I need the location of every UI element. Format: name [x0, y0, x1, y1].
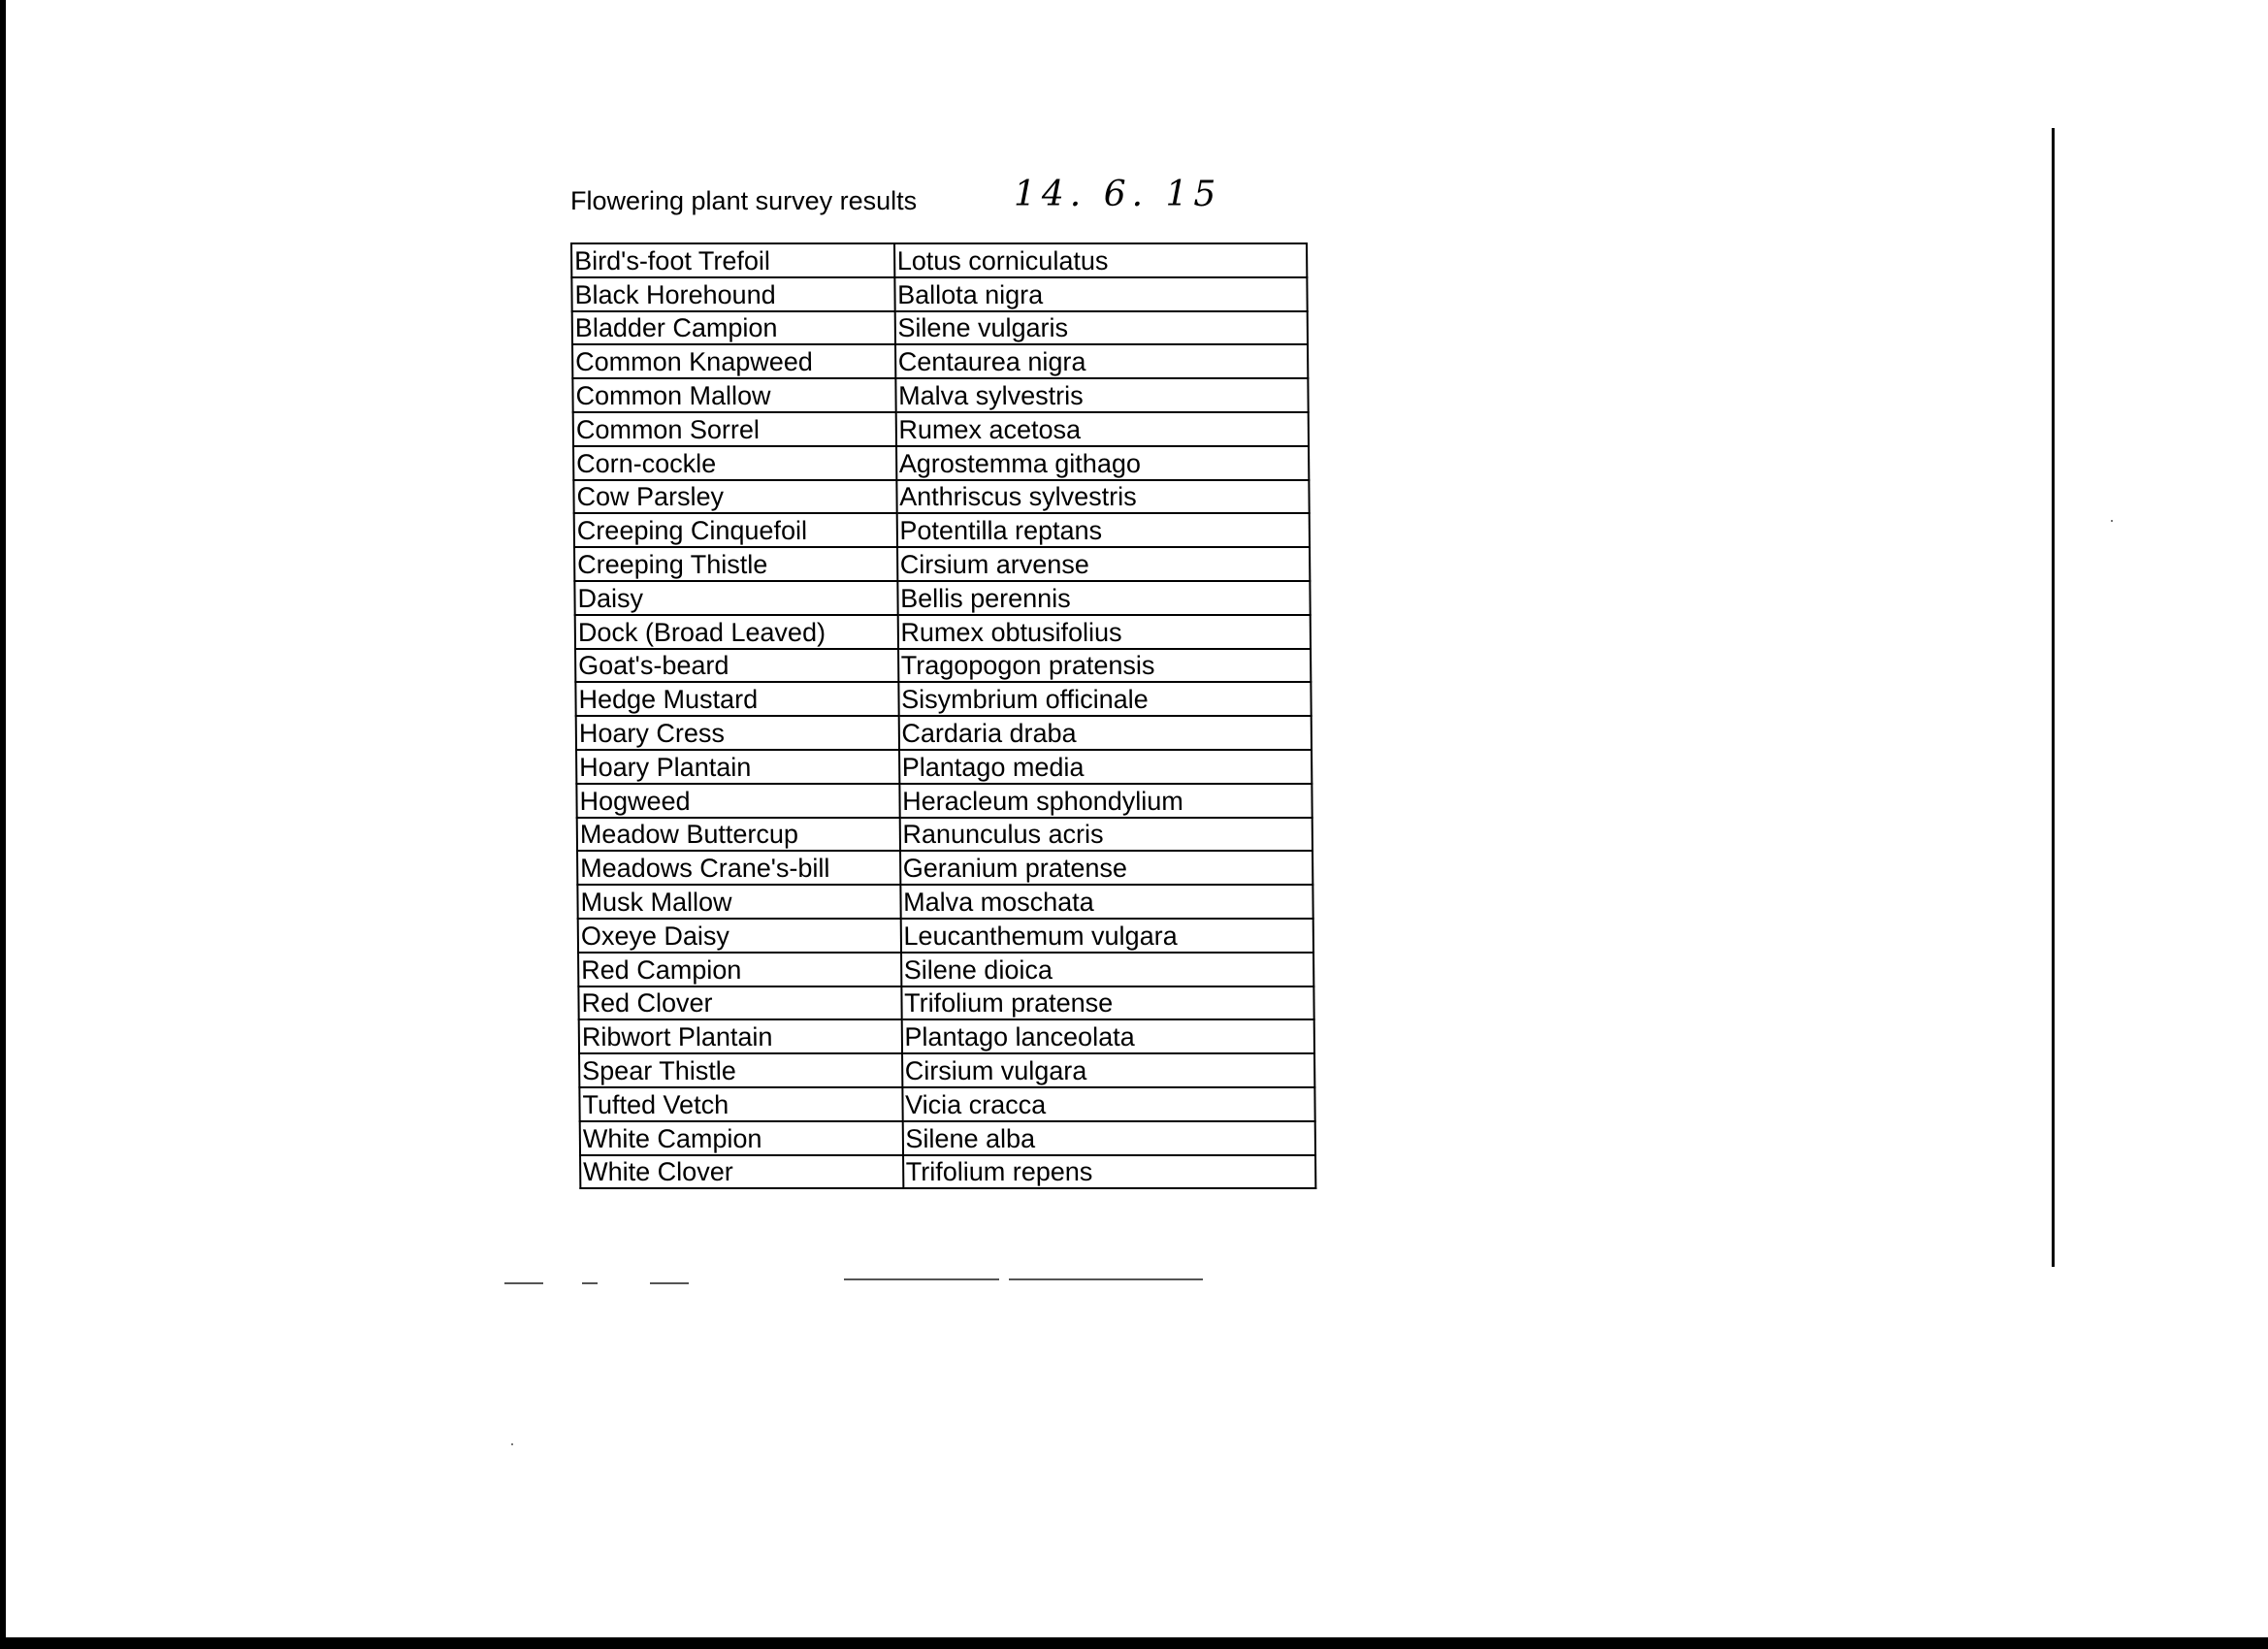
common-name-cell: Black Horehound [571, 277, 894, 311]
document-title: Flowering plant survey results [570, 186, 918, 215]
common-name-cell: Goat's-beard [575, 649, 898, 683]
latin-name-cell: Agrostemma githago [896, 446, 1310, 480]
latin-name-cell: Anthriscus sylvestris [896, 480, 1310, 514]
scan-border-bottom [0, 1637, 2268, 1649]
table-row [573, 412, 1309, 446]
latin-name-cell: Centaurea nigra [895, 344, 1309, 378]
latin-name-cell: Cardaria draba [898, 716, 1312, 750]
table-row [577, 885, 1312, 919]
table-row [572, 311, 1308, 345]
common-name-cell: Hedge Mustard [575, 682, 898, 716]
common-name-cell: Common Sorrel [573, 412, 896, 446]
table-row [577, 851, 1312, 885]
common-name-cell: Meadow Buttercup [577, 818, 900, 852]
common-name-cell: Daisy [574, 581, 897, 615]
common-name-cell: Ribwort Plantain [579, 1019, 902, 1053]
common-name-cell: White Campion [580, 1121, 903, 1155]
common-name-cell: Musk Mallow [577, 885, 900, 919]
latin-name-cell: Cirsium vulgara [902, 1053, 1315, 1087]
common-name-cell: Tufted Vetch [579, 1087, 902, 1121]
table-row [573, 480, 1309, 514]
common-name-cell: Spear Thistle [579, 1053, 902, 1087]
latin-name-cell: Silene dioica [901, 953, 1314, 986]
common-name-cell: Dock (Broad Leaved) [575, 615, 898, 649]
latin-name-cell: Geranium pratense [900, 851, 1313, 885]
table-row [572, 378, 1308, 412]
table-row [573, 446, 1309, 480]
table-row [576, 784, 1312, 818]
plant-table-body [571, 243, 1315, 1188]
table-row [575, 615, 1311, 649]
common-name-cell: Creeping Cinquefoil [574, 513, 897, 547]
latin-name-cell: Malva moschata [900, 885, 1313, 919]
scan-speck [511, 1443, 513, 1445]
common-name-cell: Creeping Thistle [574, 547, 897, 581]
common-name-cell: Common Mallow [572, 378, 895, 412]
table-row [580, 1155, 1315, 1189]
table-row [574, 513, 1310, 547]
table-row [579, 1019, 1314, 1053]
latin-name-cell: Vicia cracca [902, 1087, 1315, 1121]
common-name-cell: Bladder Campion [572, 311, 895, 345]
latin-name-cell: Ballota nigra [894, 277, 1308, 311]
latin-name-cell: Sisymbrium officinale [898, 682, 1312, 716]
table-row [571, 277, 1307, 311]
latin-name-cell: Plantago media [899, 750, 1312, 784]
scan-artifact [582, 1282, 598, 1284]
latin-name-cell: Trifolium pratense [901, 986, 1314, 1020]
table-row [575, 682, 1311, 716]
latin-name-cell: Rumex obtusifolius [897, 615, 1311, 649]
table-row [574, 547, 1310, 581]
scan-artifact [1009, 1278, 1203, 1280]
common-name-cell: Bird's-foot Trefoil [571, 243, 894, 277]
common-name-cell: Corn-cockle [573, 446, 896, 480]
scan-speck [2111, 520, 2113, 522]
latin-name-cell: Malva sylvestris [895, 378, 1309, 412]
table-row [577, 818, 1312, 852]
latin-name-cell: Plantago lanceolata [901, 1019, 1314, 1053]
latin-name-cell: Cirsium arvense [897, 547, 1311, 581]
table-row [579, 1053, 1314, 1087]
common-name-cell: White Clover [580, 1155, 903, 1189]
table-row [578, 919, 1313, 953]
common-name-cell: Hoary Cress [576, 716, 899, 750]
common-name-cell: Red Campion [578, 953, 901, 986]
table-row [578, 986, 1313, 1020]
scan-margin-line [2052, 128, 2055, 1267]
latin-name-cell: Lotus corniculatus [894, 243, 1308, 277]
common-name-cell: Red Clover [578, 986, 901, 1020]
scan-artifact [650, 1282, 689, 1284]
latin-name-cell: Heracleum sphondylium [899, 784, 1312, 818]
table-row [580, 1121, 1315, 1155]
plant-table [570, 242, 1316, 1189]
scan-artifact [844, 1278, 999, 1280]
latin-name-cell: Tragopogon pratensis [898, 649, 1312, 683]
common-name-cell: Cow Parsley [573, 480, 896, 514]
scan-artifact [504, 1282, 543, 1284]
handwritten-date: 14. 6. 15 [1014, 175, 1222, 214]
common-name-cell: Hogweed [576, 784, 899, 818]
table-row [574, 581, 1310, 615]
table-row [575, 649, 1311, 683]
latin-name-cell: Silene alba [902, 1121, 1315, 1155]
common-name-cell: Meadows Crane's-bill [577, 851, 900, 885]
latin-name-cell: Potentilla reptans [896, 513, 1310, 547]
table-row [576, 716, 1312, 750]
table-row [572, 344, 1308, 378]
common-name-cell: Oxeye Daisy [578, 919, 901, 953]
table-row [578, 953, 1313, 986]
table-row [571, 243, 1307, 277]
table-row [579, 1087, 1314, 1121]
table-row [576, 750, 1312, 784]
scan-border-left [0, 0, 6, 1649]
common-name-cell: Common Knapweed [572, 344, 895, 378]
latin-name-cell: Bellis perennis [897, 581, 1311, 615]
latin-name-cell: Rumex acetosa [895, 412, 1309, 446]
latin-name-cell: Ranunculus acris [899, 818, 1312, 852]
latin-name-cell: Silene vulgaris [894, 311, 1308, 345]
latin-name-cell: Trifolium repens [903, 1155, 1316, 1189]
latin-name-cell: Leucanthemum vulgara [900, 919, 1313, 953]
common-name-cell: Hoary Plantain [576, 750, 899, 784]
